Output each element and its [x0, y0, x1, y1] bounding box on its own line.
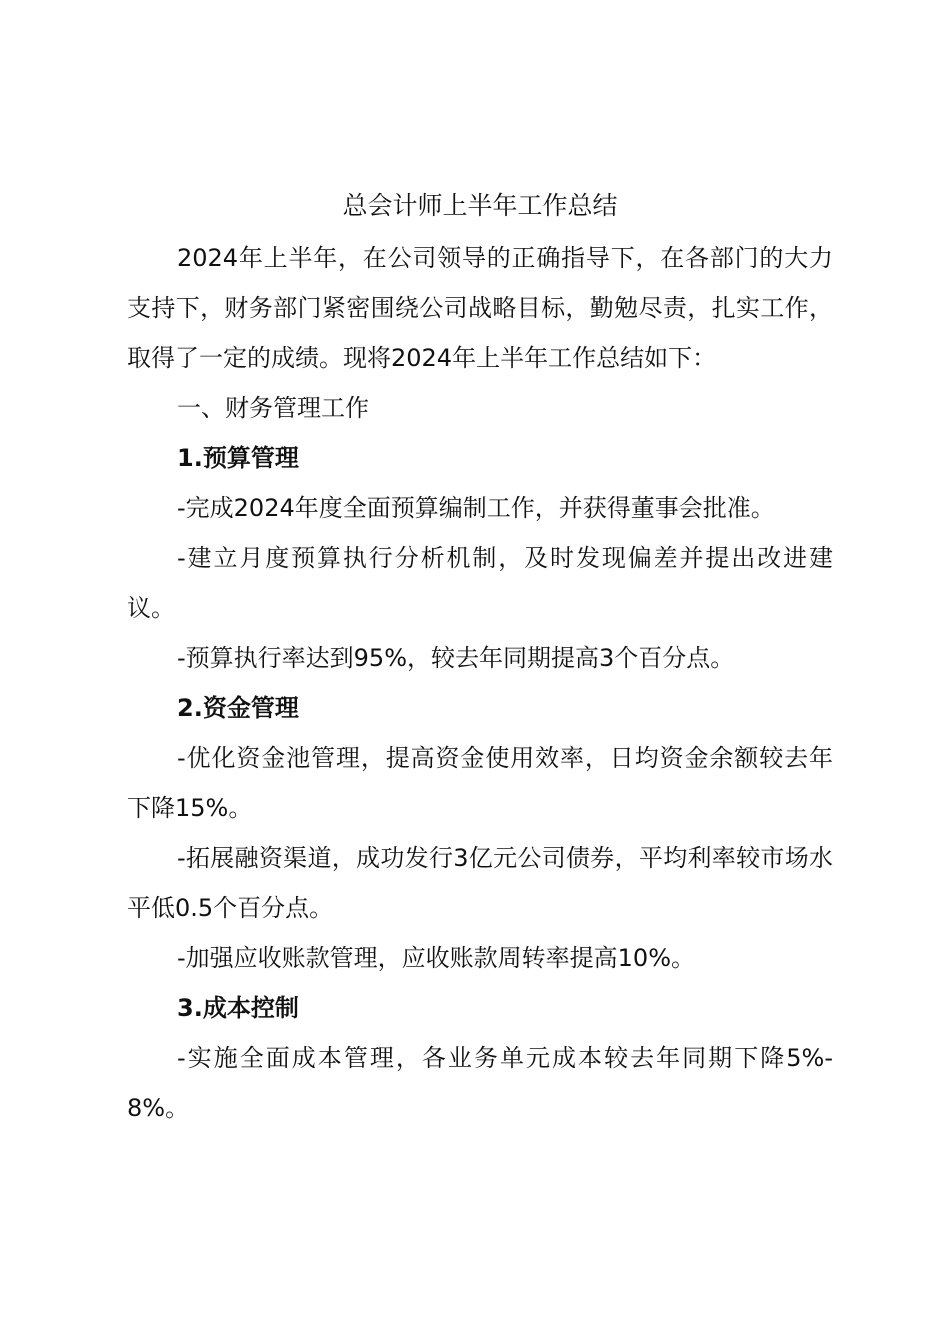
intro-paragraph: 2024年上半年，在公司领导的正确指导下，在各部门的大力支持下，财务部门紧密围绕公司战略目标，勤勉尽责，扎实工作，取得了一定的成绩。现将2024年上半年工作总结如下：	[127, 244, 833, 372]
subsection-heading-budget: 1.预算管理	[177, 444, 299, 472]
subsection-heading-cost: 3.成本控制	[177, 994, 299, 1022]
funds-item: -加强应收账款管理，应收账款周转率提高10%。	[177, 944, 696, 972]
document-body	[127, 183, 833, 1133]
cost-item: -实施全面成本管理，各业务单元成本较去年同期下降5%-8%。	[127, 1044, 833, 1122]
document-title: 总会计师上半年工作总结	[342, 191, 618, 220]
budget-item: -建立月度预算执行分析机制，及时发现偏差并提出改进建议。	[127, 544, 833, 622]
funds-item: -优化资金池管理，提高资金使用效率，日均资金余额较去年下降15%。	[127, 744, 833, 822]
budget-item: -完成2024年度全面预算编制工作，并获得董事会批准。	[177, 494, 775, 522]
section-heading: 一、财务管理工作	[177, 394, 369, 422]
subsection-heading-funds: 2.资金管理	[177, 694, 299, 722]
budget-item: -预算执行率达到95%，较去年同期提高3个百分点。	[177, 644, 735, 672]
funds-item: -拓展融资渠道，成功发行3亿元公司债券，平均利率较市场水平低0.5个百分点。	[127, 844, 833, 922]
